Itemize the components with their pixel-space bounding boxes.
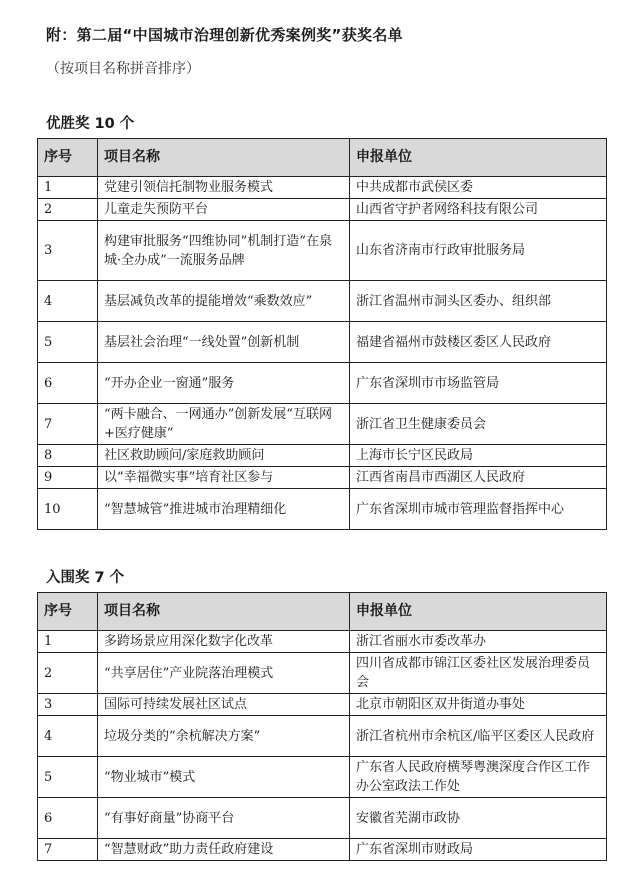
row-unit: 福建省福州市鼓楼区委区人民政府	[350, 322, 607, 363]
row-number: 7	[38, 839, 98, 861]
row-unit: 安徽省芜湖市政协	[350, 798, 607, 839]
header-number: 序号	[38, 139, 98, 177]
table-row	[38, 177, 607, 199]
row-project-name: 基层减负改革的提能增效“乘数效应”	[98, 281, 350, 322]
row-number: 5	[38, 322, 98, 363]
row-project-name: 国际可持续发展社区试点	[98, 694, 350, 716]
header-unit: 申报单位	[350, 593, 607, 631]
table-header-row	[38, 139, 607, 177]
table-header-row	[38, 593, 607, 631]
finalists-table	[37, 592, 607, 861]
table-row	[38, 489, 607, 530]
table-row	[38, 199, 607, 221]
table-row	[38, 716, 607, 757]
row-number: 7	[38, 404, 98, 445]
section-title-finalists: 入围奖 7 个	[46, 570, 125, 586]
table-row	[38, 839, 607, 861]
row-unit: 浙江省卫生健康委员会	[350, 404, 607, 445]
table-row	[38, 363, 607, 404]
row-project-name: “物业城市”模式	[98, 757, 350, 798]
row-number: 3	[38, 221, 98, 281]
row-project-name: 多跨场景应用深化数字化改革	[98, 631, 350, 653]
row-number: 6	[38, 798, 98, 839]
page-title: 附：第二届“中国城市治理创新优秀案例奖”获奖名单	[46, 26, 403, 44]
row-project-name: “开办企业一窗通”服务	[98, 363, 350, 404]
row-unit: 浙江省杭州市余杭区/临平区委区人民政府	[350, 716, 607, 757]
row-project-name: “两卡融合、一网通办”创新发展“互联网+医疗健康”	[98, 404, 350, 445]
row-unit: 广东省深圳市财政局	[350, 839, 607, 861]
row-number: 6	[38, 363, 98, 404]
row-number: 5	[38, 757, 98, 798]
header-project-name: 项目名称	[98, 139, 350, 177]
table-row	[38, 631, 607, 653]
table-row	[38, 653, 607, 694]
row-project-name: “共享居住”产业院落治理模式	[98, 653, 350, 694]
header-unit: 申报单位	[350, 139, 607, 177]
row-project-name: 以“幸福微实事”培育社区参与	[98, 467, 350, 489]
row-number: 1	[38, 177, 98, 199]
row-number: 9	[38, 467, 98, 489]
table-row	[38, 694, 607, 716]
row-unit: 四川省成都市锦江区委社区发展治理委员会	[350, 653, 607, 694]
row-number: 2	[38, 199, 98, 221]
row-unit: 山东省济南市行政审批服务局	[350, 221, 607, 281]
row-project-name: “智慧财政”助力责任政府建设	[98, 839, 350, 861]
table-row	[38, 404, 607, 445]
winners-table	[37, 138, 607, 530]
row-number: 3	[38, 694, 98, 716]
table-row	[38, 757, 607, 798]
row-unit: 北京市朝阳区双井街道办事处	[350, 694, 607, 716]
row-number: 8	[38, 445, 98, 467]
row-number: 10	[38, 489, 98, 530]
row-project-name: 垃圾分类的“余杭解决方案”	[98, 716, 350, 757]
row-project-name: 基层社会治理“一线处置”创新机制	[98, 322, 350, 363]
row-number: 4	[38, 716, 98, 757]
section-title-winners: 优胜奖 10 个	[46, 116, 135, 132]
table-row	[38, 445, 607, 467]
header-number: 序号	[38, 593, 98, 631]
row-unit: 浙江省温州市洞头区委办、组织部	[350, 281, 607, 322]
row-unit: 广东省深圳市市场监管局	[350, 363, 607, 404]
header-project-name: 项目名称	[98, 593, 350, 631]
row-unit: 江西省南昌市西湖区人民政府	[350, 467, 607, 489]
row-unit: 广东省深圳市城市管理监督指挥中心	[350, 489, 607, 530]
row-number: 4	[38, 281, 98, 322]
table-row	[38, 467, 607, 489]
row-unit: 上海市长宁区民政局	[350, 445, 607, 467]
row-project-name: 党建引领信托制物业服务模式	[98, 177, 350, 199]
row-unit: 山西省守护者网络科技有限公司	[350, 199, 607, 221]
table-row	[38, 221, 607, 281]
row-unit: 浙江省丽水市委改革办	[350, 631, 607, 653]
row-number: 2	[38, 653, 98, 694]
row-unit: 中共成都市武侯区委	[350, 177, 607, 199]
row-number: 1	[38, 631, 98, 653]
table-row	[38, 322, 607, 363]
page-subtitle: （按项目名称拼音排序）	[46, 61, 200, 77]
row-project-name: 儿童走失预防平台	[98, 199, 350, 221]
row-project-name: “有事好商量”协商平台	[98, 798, 350, 839]
table-row	[38, 281, 607, 322]
row-project-name: “智慧城管”推进城市治理精细化	[98, 489, 350, 530]
row-project-name: 社区救助顾问/家庭救助顾问	[98, 445, 350, 467]
row-project-name: 构建审批服务“四维协同”机制打造“在泉城·全办成”一流服务品牌	[98, 221, 350, 281]
row-unit: 广东省人民政府横琴粤澳深度合作区工作办公室政法工作处	[350, 757, 607, 798]
table-row	[38, 798, 607, 839]
